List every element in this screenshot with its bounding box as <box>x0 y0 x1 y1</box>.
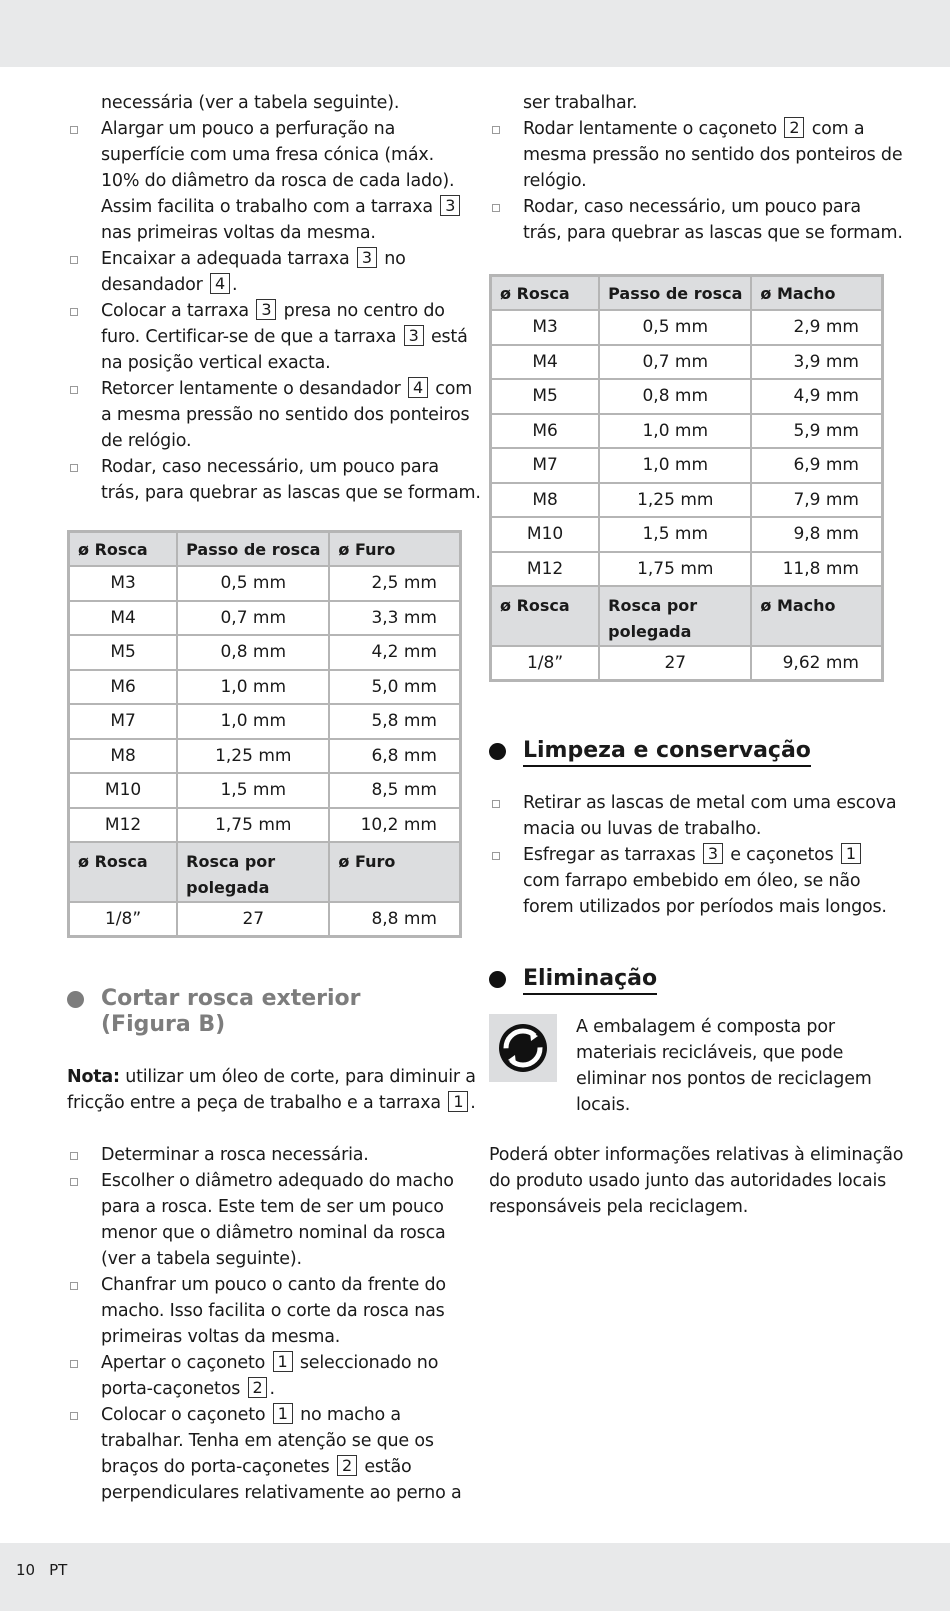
table-row <box>69 902 461 937</box>
table-row <box>491 517 883 552</box>
table-row <box>69 601 461 636</box>
bullet-square-icon <box>492 800 500 808</box>
part-reference: 3 <box>256 299 276 320</box>
table-cell: 1,75 mm <box>177 808 329 843</box>
table-cell: 5,0 mm <box>329 670 460 705</box>
table-row <box>491 414 883 449</box>
disposal-info <box>489 1142 904 1220</box>
list-item: Encaixar a adequada tarraxa 3 no <box>67 246 462 272</box>
table-header-row <box>69 842 461 902</box>
table-row <box>491 552 883 587</box>
table-row <box>491 448 883 483</box>
list-item-continued: superfície com uma fresa cónica (máx. <box>101 145 434 165</box>
table-row <box>69 773 461 808</box>
list-item-continued: furo. Certificar-se de que a tarraxa 3 está <box>101 326 468 347</box>
list-item: Retorcer lentamente o desandador 4 com <box>67 376 462 402</box>
part-reference: 4 <box>408 377 428 398</box>
table-cell: 5,8 mm <box>329 704 460 739</box>
list-item: Colocar a tarraxa 3 presa no centro do <box>67 298 462 324</box>
note-text-1: utilizar um óleo de corte, para diminuir a <box>119 1067 476 1087</box>
list-item-continued: menor que o diâmetro nominal da rosca <box>101 1223 446 1243</box>
list-item-continued: trás, para quebrar as lascas que se formam. <box>101 483 481 503</box>
bullet-square-icon <box>492 852 500 860</box>
part-reference: 2 <box>784 117 804 138</box>
bullet-square-icon <box>70 256 78 264</box>
table-cell: 9,8 mm <box>751 517 882 552</box>
list-item-continued: a mesma pressão no sentido dos ponteiros <box>101 405 470 425</box>
table-cell: 8,8 mm <box>329 902 460 937</box>
list-item: Esfregar as tarraxas 3 e caçonetos 1 <box>489 842 884 868</box>
table-cell: 0,7 mm <box>177 601 329 636</box>
list-item-continued: Assim facilita o trabalho com a tarraxa 3 <box>67 194 462 220</box>
table-cell: 3,9 mm <box>751 345 882 380</box>
list-item-continued: trabalhar. Tenha em atenção se que os <box>101 1431 434 1451</box>
part-reference: 3 <box>357 247 377 268</box>
part-reference: 4 <box>210 273 230 294</box>
table-header-cell: Passo de rosca <box>177 532 329 567</box>
heading-text: Eliminação <box>523 966 657 995</box>
part-reference: 3 <box>440 195 460 216</box>
table-cell: 27 <box>177 902 329 937</box>
table-row <box>69 566 461 601</box>
list-item-continued: com farrapo embebido em óleo, se não <box>523 871 861 891</box>
table-header-row <box>69 532 461 567</box>
part-reference: 1 <box>273 1351 293 1372</box>
table-header-cell: ø Macho <box>751 276 882 311</box>
list-item: Alargar um pouco a perfuração na <box>67 116 462 142</box>
table-row <box>69 739 461 774</box>
table-cell: 8,5 mm <box>329 773 460 808</box>
table-header-cell: Passo de rosca <box>599 276 751 311</box>
left-steps <box>67 116 481 506</box>
table-row <box>69 704 461 739</box>
bullet-square-icon <box>70 126 78 134</box>
table-cell: 2,5 mm <box>329 566 460 601</box>
page-footer <box>16 1561 81 1579</box>
recycle-block <box>489 1014 884 1118</box>
recycle-line: eliminar nos pontos de reciclagem <box>576 1069 872 1089</box>
heading-line-2: (Figura B) <box>101 1012 226 1037</box>
table-cell: M7 <box>491 448 600 483</box>
bullet-square-icon <box>492 126 500 134</box>
list-item-continued: (ver a tabela seguinte). <box>101 1249 302 1269</box>
table-cell: 1,0 mm <box>177 704 329 739</box>
recycle-line: A embalagem é composta por <box>576 1017 835 1037</box>
right-column <box>489 90 904 1220</box>
list-item-continued: para a rosca. Este tem de ser um pouco <box>101 1197 444 1217</box>
table-cell: M6 <box>69 670 178 705</box>
table-cell: 1,5 mm <box>177 773 329 808</box>
disposal-line: do produto usado junto das autoridades locais <box>489 1171 887 1191</box>
table-cell: 1,25 mm <box>599 483 751 518</box>
list-item-continued: nas primeiras voltas da mesma. <box>101 223 376 243</box>
section-heading-cleaning <box>489 738 884 764</box>
header-band <box>0 0 950 67</box>
list-item: Chanfrar um pouco o canto da frente do <box>67 1272 462 1298</box>
left-column <box>67 90 481 1506</box>
bullet-square-icon <box>70 1178 78 1186</box>
table-cell: 7,9 mm <box>751 483 882 518</box>
bullet-square-icon <box>70 1412 78 1420</box>
section-heading-disposal <box>489 966 884 992</box>
list-item-continued: relógio. <box>523 171 587 191</box>
table-cell: M12 <box>69 808 178 843</box>
bullet-dot-icon <box>489 971 506 988</box>
recycle-line: locais. <box>576 1095 631 1115</box>
list-item-continued: 10% do diâmetro da rosca de cada lado). <box>101 171 455 191</box>
page-number: 10 <box>16 1561 36 1579</box>
table-cell: M8 <box>491 483 600 518</box>
part-reference: 1 <box>841 843 861 864</box>
part-reference: 2 <box>337 1455 357 1476</box>
table-row <box>69 808 461 843</box>
table-header-cell: ø Furo <box>329 532 460 567</box>
part-reference: 1 <box>273 1403 293 1424</box>
table-cell: M3 <box>69 566 178 601</box>
list-item: Colocar o caçoneto 1 no macho a <box>67 1402 462 1428</box>
section-heading-external-thread <box>67 986 462 1038</box>
table-row <box>69 635 461 670</box>
table-cell: 6,8 mm <box>329 739 460 774</box>
table-row <box>491 646 883 681</box>
table-cell: 0,5 mm <box>599 310 751 345</box>
table-cell: M5 <box>69 635 178 670</box>
table-cell: M10 <box>491 517 600 552</box>
part-reference: 1 <box>448 1091 468 1112</box>
list-item-continued: primeiras voltas da mesma. <box>101 1327 341 1347</box>
note-line-1 <box>67 1064 476 1090</box>
table-cell: 6,9 mm <box>751 448 882 483</box>
table-header-cell: Rosca por polegada <box>177 842 329 902</box>
table-row <box>491 345 883 380</box>
table-cell: 1/8” <box>69 902 178 937</box>
table-cell: 10,2 mm <box>329 808 460 843</box>
table-row <box>491 483 883 518</box>
language-code: PT <box>49 1561 68 1579</box>
list-item: Apertar o caçoneto 1 seleccionado no <box>67 1350 462 1376</box>
note-line-2: fricção entre a peça de trabalho e a tarraxa 1 . <box>67 1092 476 1113</box>
part-reference: 3 <box>703 843 723 864</box>
list-item-continued: de relógio. <box>101 431 192 451</box>
note <box>67 1064 476 1116</box>
heading-text: Limpeza e conservação <box>523 738 811 767</box>
right-steps <box>489 116 903 246</box>
bullet-dot-icon <box>489 743 506 760</box>
right-intro: ser trabalhar. <box>523 93 638 113</box>
table-cell: 9,62 mm <box>751 646 882 681</box>
table-cell: 27 <box>599 646 751 681</box>
table-header-cell: ø Rosca <box>69 532 178 567</box>
table-cell: 1,0 mm <box>599 414 751 449</box>
table-header-cell: ø Macho <box>751 586 882 646</box>
list-item-continued: desandador 4 . <box>101 274 238 295</box>
recycle-line: materiais recicláveis, que pode <box>576 1043 844 1063</box>
table-cell: M3 <box>491 310 600 345</box>
table-cell: M4 <box>69 601 178 636</box>
table-cell: M6 <box>491 414 600 449</box>
bullet-square-icon <box>70 1152 78 1160</box>
table-header-row <box>491 586 883 646</box>
table-cell: 4,9 mm <box>751 379 882 414</box>
bullet-square-icon <box>70 308 78 316</box>
disposal-line: Poderá obter informações relativas à eliminação <box>489 1145 904 1165</box>
table-cell: M4 <box>491 345 600 380</box>
left-steps-2 <box>67 1142 462 1506</box>
table-cell: M12 <box>491 552 600 587</box>
table-header-cell: ø Rosca <box>491 276 600 311</box>
table-cell: M8 <box>69 739 178 774</box>
list-item-continued: perpendiculares relativamente ao perno a <box>101 1483 462 1503</box>
table-header-row <box>491 276 883 311</box>
list-item-continued: mesma pressão no sentido dos ponteiros de <box>523 145 903 165</box>
list-item-continued: braços do porta-caçonetes 2 estão <box>101 1456 412 1477</box>
bullet-square-icon <box>70 1360 78 1368</box>
table-cell: 1,5 mm <box>599 517 751 552</box>
table-cell: 0,5 mm <box>177 566 329 601</box>
table-header-cell: ø Rosca <box>69 842 178 902</box>
note-label: Nota: <box>67 1067 120 1087</box>
thread-tap-table <box>489 274 884 682</box>
table-header-cell: Rosca por polegada <box>599 586 751 646</box>
table-cell: 5,9 mm <box>751 414 882 449</box>
list-item-continued: trás, para quebrar as lascas que se formam. <box>523 223 903 243</box>
table-cell: 1,0 mm <box>599 448 751 483</box>
part-reference: 2 <box>248 1377 268 1398</box>
table-cell: M10 <box>69 773 178 808</box>
table-cell: 1,75 mm <box>599 552 751 587</box>
table-cell: 1/8” <box>491 646 600 681</box>
recycle-icon <box>489 1014 557 1082</box>
list-item: Retirar as lascas de metal com uma escova <box>489 790 884 816</box>
recycle-text <box>576 1014 872 1118</box>
table-header-cell: ø Furo <box>329 842 460 902</box>
table-cell: 2,9 mm <box>751 310 882 345</box>
table-cell: 11,8 mm <box>751 552 882 587</box>
thread-drill-table <box>67 530 462 938</box>
bullet-square-icon <box>492 204 500 212</box>
list-item-continued: forem utilizados por períodos mais longos. <box>523 897 887 917</box>
list-item-continued: porta-caçonetos 2 . <box>101 1378 275 1399</box>
table-cell: 1,25 mm <box>177 739 329 774</box>
heading-line-1: Cortar rosca exterior <box>101 986 361 1011</box>
table-cell: 0,8 mm <box>599 379 751 414</box>
footer-band <box>0 1543 950 1611</box>
disposal-line: responsáveis pela reciclagem. <box>489 1197 749 1217</box>
list-item: Rodar, caso necessário, um pouco para <box>67 454 462 480</box>
list-item: Escolher o diâmetro adequado do macho <box>67 1168 462 1194</box>
table-cell: 0,7 mm <box>599 345 751 380</box>
table-cell: 0,8 mm <box>177 635 329 670</box>
list-item-continued: macho. Isso facilita o corte da rosca nas <box>101 1301 445 1321</box>
cleaning-steps <box>489 790 897 920</box>
list-item: Rodar, caso necessário, um pouco para <box>489 194 884 220</box>
table-cell: M5 <box>491 379 600 414</box>
left-intro: necessária (ver a tabela seguinte). <box>101 93 400 113</box>
table-header-cell: ø Rosca <box>491 586 600 646</box>
table-row <box>491 310 883 345</box>
table-row <box>69 670 461 705</box>
part-reference: 3 <box>404 325 424 346</box>
list-item-continued: na posição vertical exacta. <box>101 353 331 373</box>
table-cell: 4,2 mm <box>329 635 460 670</box>
bullet-square-icon <box>70 386 78 394</box>
list-item-continued: macia ou luvas de trabalho. <box>523 819 762 839</box>
table-cell: M7 <box>69 704 178 739</box>
bullet-square-icon <box>70 1282 78 1290</box>
table-row <box>491 379 883 414</box>
bullet-dot-icon <box>67 991 84 1008</box>
list-item: Determinar a rosca necessária. <box>67 1142 462 1168</box>
table-cell: 3,3 mm <box>329 601 460 636</box>
list-item: Rodar lentamente o caçoneto 2 com a <box>489 116 884 142</box>
bullet-square-icon <box>70 464 78 472</box>
table-cell: 1,0 mm <box>177 670 329 705</box>
